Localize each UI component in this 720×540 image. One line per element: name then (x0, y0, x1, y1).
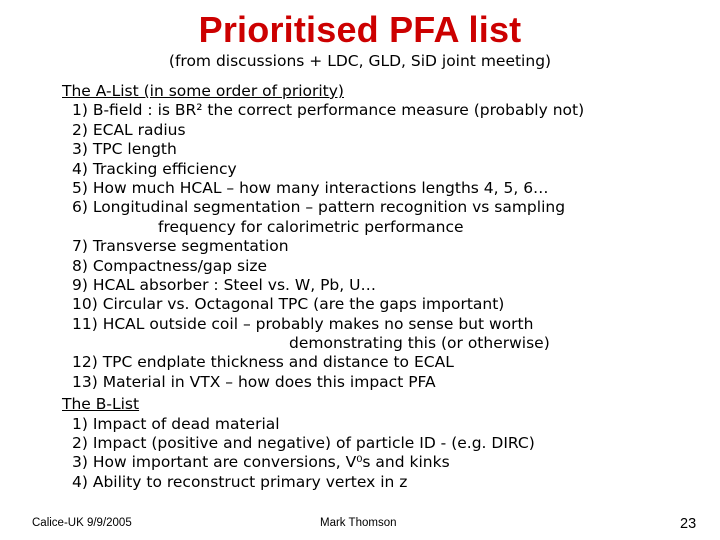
a-list-item-12: 12) TPC endplate thickness and distance to ECAL (72, 353, 454, 372)
slide-title: Prioritised PFA list (198, 9, 522, 50)
slide-subtitle: (from discussions + LDC, GLD, SiD joint meeting) (168, 52, 552, 70)
page-number: 23 (680, 516, 697, 532)
a-list-item-8: 8) Compactness/gap size (72, 256, 268, 275)
a-list-item-7: 7) Transverse segmentation (72, 237, 289, 256)
a-list-item-3: 3) TPC length (72, 140, 177, 159)
b-list-item-1: 1) Impact of dead material (72, 414, 280, 433)
a-list-item-9: 9) HCAL absorber : Steel vs. W, Pb, U… (72, 275, 376, 294)
a-list-item-6: 6) Longitudinal segmentation – pattern recognition vs sampling (72, 198, 566, 217)
a-list-item-13: 13) Material in VTX – how does this impact PFA (72, 372, 436, 391)
a-list-item-2: 2) ECAL radius (72, 120, 186, 139)
a-list-item-1: 1) B-field : is BR² the correct performance measure (probably not) (72, 101, 585, 120)
a-list-item-10: 10) Circular vs. Octagonal TPC (are the gaps important) (72, 295, 505, 314)
b-list-item-2: 2) Impact (positive and negative) of particle ID - (e.g. DIRC) (72, 434, 535, 453)
footer-event-date: Calice-UK 9/9/2005 (32, 517, 132, 529)
footer-author: Mark Thomson (320, 517, 397, 529)
a-list-heading: The A-List (in some order of priority) (62, 82, 344, 100)
b-list-item-4: 4) Ability to reconstruct primary vertex in z (72, 472, 408, 491)
a-list-item-4: 4) Tracking efficiency (72, 159, 237, 178)
slide-body (62, 82, 712, 492)
b-list-item-3: 3) How important are conversions, V⁰s and kinks (72, 453, 450, 472)
a-list-item-6-continued: frequency for calorimetric performance (158, 217, 464, 236)
b-list-heading: The B-List (62, 395, 140, 414)
a-list-item-11: 11) HCAL outside coil – probably makes no sense but worth (72, 314, 534, 333)
a-list-item-5: 5) How much HCAL – how many interactions lengths 4, 5, 6… (72, 178, 549, 197)
a-list-item-11-continued: demonstrating this (or otherwise) (289, 334, 550, 353)
